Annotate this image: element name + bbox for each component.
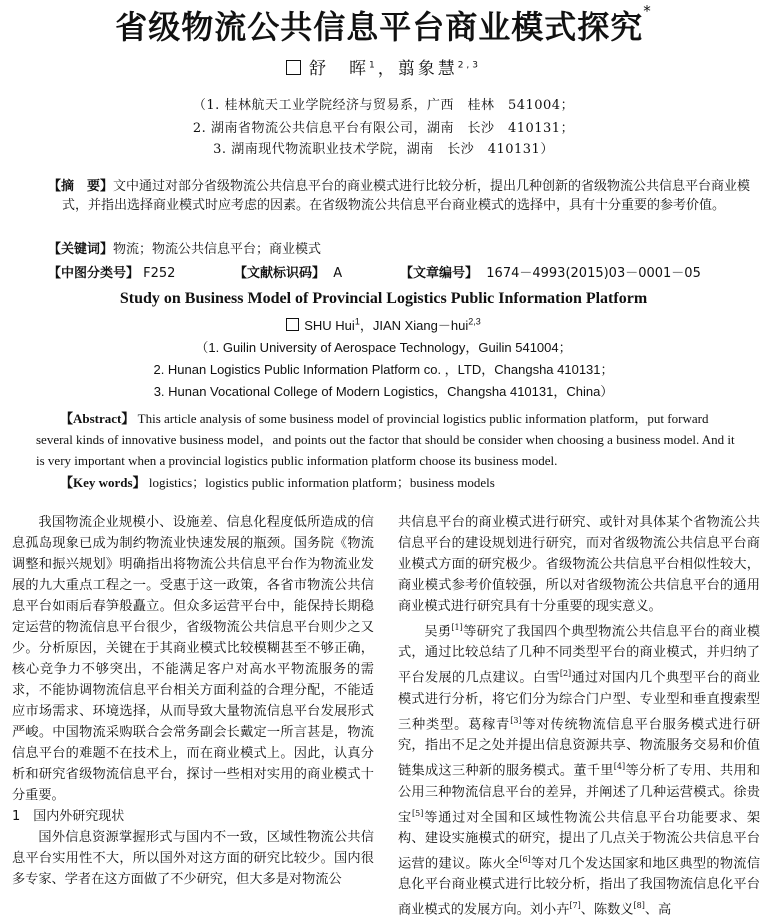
article-number-value: 1674－4993(2015)03－0001－05 (486, 266, 701, 281)
author-1-sup: 1 (368, 60, 378, 71)
author-2: 翦象慧 (397, 59, 458, 79)
english-keywords-text: logistics；logistics public information platform；business models (148, 475, 495, 490)
paper-title: 省级物流公共信息平台商业模式探究* (115, 2, 652, 46)
section-heading: 1 国内外研究现状 (12, 809, 125, 824)
citation-ref: [7] (569, 901, 581, 911)
english-abstract-text: This article analysis of some business model of provincial logistics public information platform，put forward several kinds of innovative business model，and points out the factor that should be consider when choosing a business model. And it is very important when a provincial logistics public information platform choose its business model. (36, 411, 735, 468)
body-paragraph: 共信息平台的商业模式进行研究、或针对具体某个省物流公共信息平台的建设规划进行研究，而对省级物流公共信息平台商业模式方面的研究极少。省级物流公共信息平台相似性较大，商业模式参考价值较强，所以对省级物流公共信息平台的通用商业模式进行研究具有十分重要的现实意义。 (398, 515, 760, 614)
authors (0, 54, 767, 79)
abstract-label: 【摘 要】 (48, 179, 114, 194)
abstract-text: 文中通过对部分省级物流公共信息平台的商业模式进行比较分析，提出几种创新的省级物流公共信息平台商业模式，并指出选择商业模式时应考虑的因素。在省级物流公共信息平台商业模式的选择中，具有十分重要的参考价值。 (62, 179, 751, 213)
author-1: 舒 晖 (308, 59, 369, 79)
english-author-separator: ， (359, 318, 373, 333)
left-column (12, 512, 374, 890)
clc-field (48, 262, 175, 281)
keywords-label: 【关键词】 (48, 242, 114, 257)
text-run: 等对传统物流信息平台服务模式进行研究，指出不足之处并提出信息资源共享、物流服务交易和价值链集成这三种新的服务模式。董千里 (398, 717, 761, 779)
citation-ref: [8] (633, 901, 645, 911)
english-affiliation-1: （1. Guilin University of Aerospace Technology，Guilin 541004； (195, 340, 572, 355)
english-affiliation-3: 3. Hunan Vocational College of Modern Logistics，Changsha 410131，China） (153, 384, 614, 399)
right-column (398, 512, 760, 921)
title-footnote-mark: * (643, 2, 652, 20)
english-author-1: SHU Hui (304, 318, 355, 333)
text-run: 通过对国内几个典型平台的商业模式进行分析，将它们分为综合门户型、专业型和垂直搜索型三种类型。葛稼青 (398, 670, 761, 733)
body-paragraph: 国外信息资源掌握形式与国内不一致，区域性物流公共信息平台实用性不大，所以国外对这方面的研究比较少。国内很多专家、学者在这方面做了不少研究，但大多是对物流公 (12, 830, 374, 887)
english-affiliation-2: 2. Hunan Logistics Public Information Platform co. ，LTD，Changsha 410131； (153, 362, 614, 377)
affiliation-1: （1. 桂林航天工业学院经济与贸易系，广西 桂林 541004； (192, 98, 575, 113)
keywords-text: 物流；物流公共信息平台；商业模式 (113, 242, 322, 257)
text-run: 、高 (644, 902, 672, 918)
english-abstract (36, 408, 736, 471)
article-number-field (400, 262, 701, 281)
english-author-1-sup: 1 (354, 316, 360, 327)
affiliation-3: 3. 湖南现代物流职业技术学院，湖南 长沙 410131） (213, 142, 554, 157)
text-run: 等对几个发达国家和地区典型的物流信息化平台商业模式进行比较分析，指出了我国物流信息化平台商业模式的发展方向。刘小卉 (398, 856, 761, 918)
clc-label: 【中图分类号】 (48, 266, 140, 281)
english-keywords-label: 【Key words】 (60, 475, 146, 490)
square-icon (286, 318, 299, 331)
clc-value: F252 (143, 266, 176, 281)
english-author-2: JIAN Xiang－hui (372, 318, 469, 333)
citation-ref: [4] (613, 762, 626, 772)
square-icon (286, 60, 301, 75)
text-run: 等通过对全国和区域性物流公共信息平台功能要求、架构、建设实施模式的研究，提出了几点关于物流公共信息平台运营的建议。陈火全 (398, 809, 761, 872)
affiliation-2: 2. 湖南省物流公共信息平台有限公司，湖南 长沙 410131； (192, 121, 575, 136)
body-paragraph: 我国物流企业规模小、设施差、信息化程度低所造成的信息孤岛现象已成为制约物流业快速发展的瓶颈。国务院《物流调整和振兴规划》明确指出将物流公共信息平台作为物流业发展的九大重点工程之一。受惠于这一政策，各省市物流公共信息平台如雨后春笋般矗立。但众多运营平台中，能保持长期稳定运营的物流信息平台很少，省级物流公共信息平台则少之又少。分析原因，关键在于其商业模式比较模糊甚至不够正确，核心竞争力不够突出，不能满足客户对高水平物流服务的需求，不能协调物流信息平台相关方面利益的合理分配，不能适应市场需求、环境选择，从而导致大量物流信息平台发展形式严峻。中国物流采购联合会常务副会长戴定一所言甚是，物流信息平台的难题不在技术上，而在商业模式上。因此，认真分析和研究省级物流信息平台，探讨一些相对实用的商业模式十分重要。 (12, 515, 374, 803)
doc-code-label: 【文献标识码】 (234, 266, 326, 281)
text-run: 吴勇 (424, 624, 452, 640)
english-abstract-label: 【Abstract】 (60, 411, 135, 426)
citation-ref: [1] (451, 623, 463, 632)
english-authors (0, 315, 767, 334)
citation-ref: [3] (510, 715, 522, 725)
english-title: Study on Business Model of Provincial Logistics Public Information Platform (119, 290, 648, 307)
english-author-2-sup: 2,3 (468, 316, 481, 327)
citation-ref: [6] (519, 854, 531, 864)
citation-ref: [2] (559, 669, 572, 679)
article-number-label: 【文章编号】 (400, 266, 479, 281)
citation-ref: [5] (412, 808, 424, 818)
author-2-sup: 2,3 (457, 60, 482, 71)
keywords-cn (48, 240, 748, 259)
doc-code-value: A (333, 266, 343, 281)
body-paragraph (398, 617, 760, 921)
english-keywords (36, 472, 740, 493)
doc-code-field (234, 262, 342, 281)
author-separator: ， (377, 59, 398, 79)
abstract-cn (48, 177, 762, 215)
text-run: 等分析了专用、共用和公用三种物流信息平台的差异，并阐述了几种运营模式。徐贵宝 (398, 763, 761, 825)
text-run: 等研究了我国四个典型物流公共信息平台的商业模式，通过比较总结了几种不同类型平台的商业模式，并归纳了平台发展的几点建议。白雪 (398, 624, 761, 686)
text-run: 、陈数义 (580, 902, 634, 918)
